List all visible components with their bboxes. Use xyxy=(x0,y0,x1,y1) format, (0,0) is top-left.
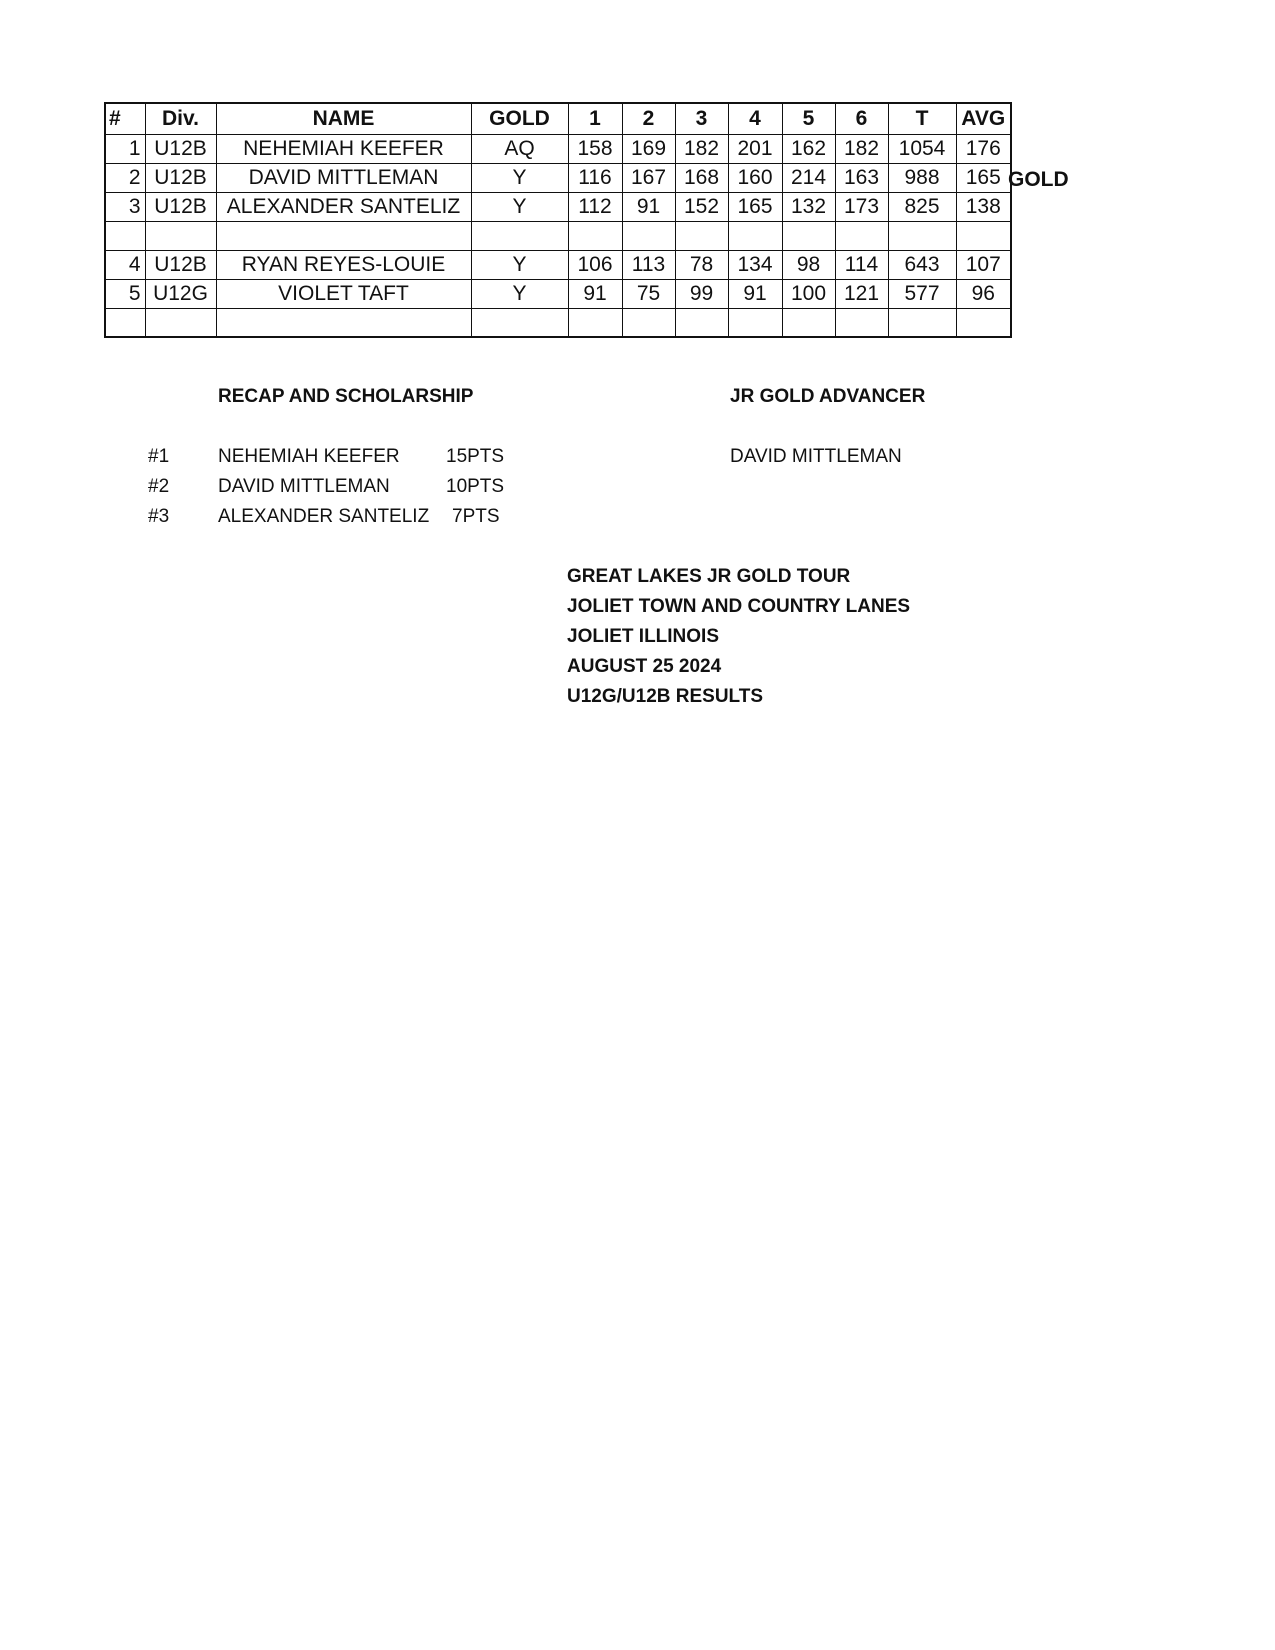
table-row xyxy=(105,192,1011,221)
table-cell xyxy=(145,221,216,250)
table-row xyxy=(105,308,1011,337)
table-cell xyxy=(888,308,956,337)
results-table xyxy=(104,102,1012,338)
gold-note: GOLD xyxy=(1008,168,1069,191)
recap-points: 10PTS xyxy=(446,476,505,497)
recap-points: 7PTS xyxy=(452,506,500,527)
recap-place: #3 xyxy=(148,506,170,527)
table-row xyxy=(105,163,1011,192)
table-cell: 182 xyxy=(675,134,728,163)
table-cell xyxy=(216,308,471,337)
table-cell: 134 xyxy=(728,250,782,279)
table-cell: 182 xyxy=(835,134,888,163)
recap-place: #1 xyxy=(148,446,170,467)
table-cell: DAVID MITTLEMAN xyxy=(216,163,471,192)
table-cell: 91 xyxy=(568,279,622,308)
table-cell: 158 xyxy=(568,134,622,163)
table-cell xyxy=(956,221,1011,250)
column-header: 1 xyxy=(568,103,622,134)
table-cell: 91 xyxy=(622,192,675,221)
recap-points: 15PTS xyxy=(446,446,505,467)
table-row xyxy=(105,221,1011,250)
table-cell xyxy=(568,308,622,337)
table-cell xyxy=(782,308,835,337)
table-cell: 107 xyxy=(956,250,1011,279)
table-cell: 112 xyxy=(568,192,622,221)
table-cell: 152 xyxy=(675,192,728,221)
table-cell xyxy=(835,308,888,337)
table-cell xyxy=(622,221,675,250)
table-cell: 643 xyxy=(888,250,956,279)
table-cell: AQ xyxy=(471,134,568,163)
table-cell: 163 xyxy=(835,163,888,192)
table-cell: ALEXANDER SANTELIZ xyxy=(216,192,471,221)
table-row xyxy=(105,279,1011,308)
table-cell: 114 xyxy=(835,250,888,279)
table-cell: RYAN REYES-LOUIE xyxy=(216,250,471,279)
event-date: AUGUST 25 2024 xyxy=(567,656,722,677)
table-cell: 169 xyxy=(622,134,675,163)
table-cell: U12B xyxy=(145,134,216,163)
event-info xyxy=(567,562,910,712)
event-city: JOLIET ILLINOIS xyxy=(567,626,720,647)
table-cell xyxy=(728,308,782,337)
table-cell xyxy=(471,221,568,250)
advancer-title: JR GOLD ADVANCER xyxy=(730,386,926,407)
table-cell: 121 xyxy=(835,279,888,308)
table-cell xyxy=(622,308,675,337)
column-header: NAME xyxy=(216,103,471,134)
table-cell: 96 xyxy=(956,279,1011,308)
table-cell: 3 xyxy=(105,192,145,221)
table-cell: 167 xyxy=(622,163,675,192)
column-header: Div. xyxy=(145,103,216,134)
table-cell xyxy=(835,221,888,250)
table-cell: 214 xyxy=(782,163,835,192)
table-cell: U12B xyxy=(145,163,216,192)
table-cell xyxy=(782,221,835,250)
column-header: GOLD xyxy=(471,103,568,134)
table-cell: 165 xyxy=(728,192,782,221)
table-cell: Y xyxy=(471,250,568,279)
table-cell: 162 xyxy=(782,134,835,163)
column-header: 4 xyxy=(728,103,782,134)
event-venue: JOLIET TOWN AND COUNTRY LANES xyxy=(567,596,911,617)
table-cell xyxy=(105,221,145,250)
table-cell: 98 xyxy=(782,250,835,279)
recap-place: #2 xyxy=(148,476,170,497)
table-cell: Y xyxy=(471,192,568,221)
table-cell: 201 xyxy=(728,134,782,163)
table-cell xyxy=(105,308,145,337)
table-cell: 116 xyxy=(568,163,622,192)
table-cell: 113 xyxy=(622,250,675,279)
column-header: T xyxy=(888,103,956,134)
table-cell: 577 xyxy=(888,279,956,308)
column-header: 6 xyxy=(835,103,888,134)
table-cell: 106 xyxy=(568,250,622,279)
table-cell: 176 xyxy=(956,134,1011,163)
table-cell: VIOLET TAFT xyxy=(216,279,471,308)
table-cell: 4 xyxy=(105,250,145,279)
table-cell: 2 xyxy=(105,163,145,192)
table-header-row xyxy=(105,103,1011,134)
recap-name: DAVID MITTLEMAN xyxy=(218,476,390,497)
table-cell xyxy=(568,221,622,250)
event-results-label: U12G/U12B RESULTS xyxy=(567,686,764,707)
table-cell xyxy=(675,221,728,250)
column-header: 3 xyxy=(675,103,728,134)
table-body xyxy=(105,134,1011,337)
column-header: 5 xyxy=(782,103,835,134)
table-cell xyxy=(888,221,956,250)
advancer-name: DAVID MITTLEMAN xyxy=(730,446,902,467)
table-cell: 91 xyxy=(728,279,782,308)
table-cell: Y xyxy=(471,279,568,308)
table-row xyxy=(105,134,1011,163)
table-cell: 1 xyxy=(105,134,145,163)
table-cell xyxy=(675,308,728,337)
column-header: AVG xyxy=(956,103,1011,134)
recap-name: ALEXANDER SANTELIZ xyxy=(218,506,430,527)
table-cell: 160 xyxy=(728,163,782,192)
table-cell: 168 xyxy=(675,163,728,192)
table-cell: 138 xyxy=(956,192,1011,221)
table-cell: Y xyxy=(471,163,568,192)
table-cell: 99 xyxy=(675,279,728,308)
table-cell: 78 xyxy=(675,250,728,279)
table-cell: U12G xyxy=(145,279,216,308)
table-cell xyxy=(728,221,782,250)
table-cell: 825 xyxy=(888,192,956,221)
table-cell xyxy=(956,308,1011,337)
table-cell: 100 xyxy=(782,279,835,308)
table-cell: 173 xyxy=(835,192,888,221)
table-cell: NEHEMIAH KEEFER xyxy=(216,134,471,163)
column-header: 2 xyxy=(622,103,675,134)
table-cell: 132 xyxy=(782,192,835,221)
table-cell: 1054 xyxy=(888,134,956,163)
table-cell xyxy=(471,308,568,337)
table-cell: U12B xyxy=(145,250,216,279)
event-tour: GREAT LAKES JR GOLD TOUR xyxy=(567,566,851,587)
table-cell xyxy=(216,221,471,250)
table-cell: 165 xyxy=(956,163,1011,192)
table-cell: 75 xyxy=(622,279,675,308)
recap-name: NEHEMIAH KEEFER xyxy=(218,446,400,467)
table-row xyxy=(105,250,1011,279)
table-cell: 5 xyxy=(105,279,145,308)
recap-title: RECAP AND SCHOLARSHIP xyxy=(218,386,474,407)
table-cell xyxy=(145,308,216,337)
table-cell: 988 xyxy=(888,163,956,192)
table-cell: U12B xyxy=(145,192,216,221)
column-header: # xyxy=(105,103,145,134)
